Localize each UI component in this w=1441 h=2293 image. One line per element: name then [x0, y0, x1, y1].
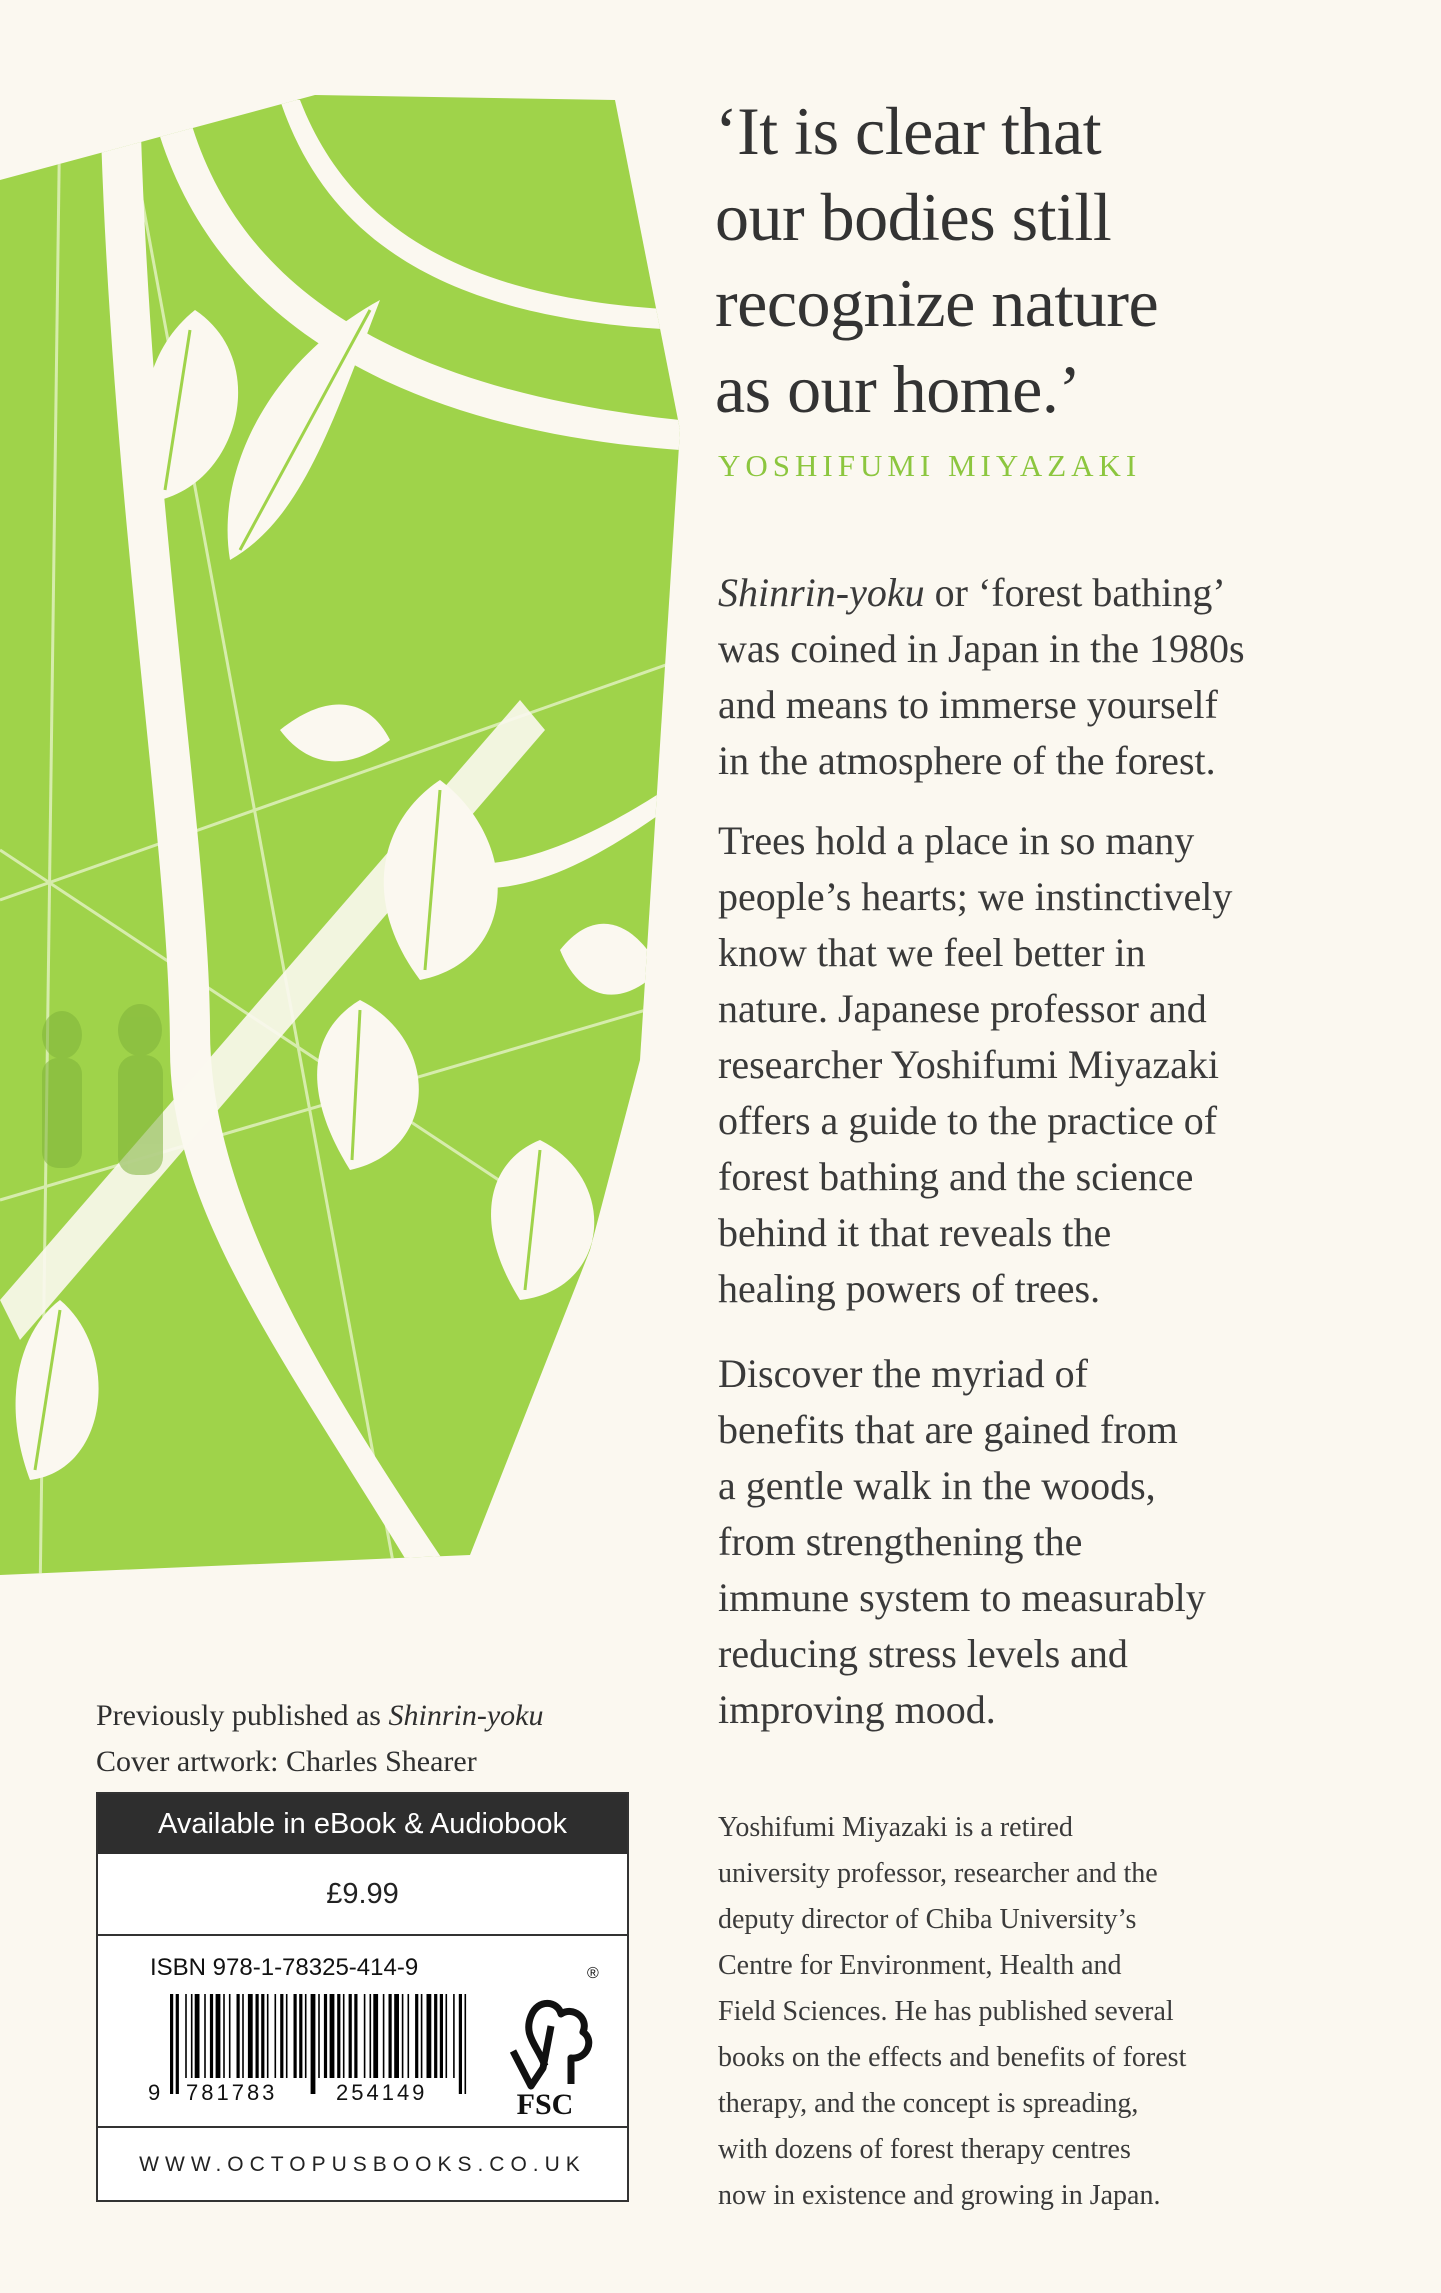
blurb-line: behind it that reveals the [718, 1210, 1112, 1255]
barcode-bar [191, 1994, 193, 2078]
barcode-bar [446, 1994, 448, 2078]
blurb-line: improving mood. [718, 1687, 996, 1732]
barcode-bar [280, 1994, 283, 2078]
barcode-bar [373, 1994, 378, 2078]
barcode [146, 1994, 476, 2104]
blurb-line: Discover the myriad of [718, 1351, 1088, 1396]
blurb-line: and means to immerse yourself [718, 682, 1218, 727]
barcode-bar [349, 1994, 352, 2078]
quote-line: ‘It is clear that [715, 93, 1102, 169]
bio-line: now in existence and growing in Japan. [718, 2180, 1161, 2211]
barcode-bar [370, 1994, 372, 2078]
cover-artwork-credit: Cover artwork: Charles Shearer [96, 1745, 477, 1778]
barcode-bar [223, 1994, 225, 2078]
barcode-bar [402, 1994, 404, 2078]
quote-line: as our home.’ [715, 351, 1081, 427]
barcode-bar [216, 1994, 221, 2078]
barcode-bar [324, 1994, 327, 2078]
barcode-bar [267, 1994, 269, 2078]
bio-line: deputy director of Chiba University’s [718, 1904, 1137, 1935]
blurb-line: know that we feel better in [718, 930, 1146, 975]
quote-author: YOSHIFUMI MIYAZAKI [718, 448, 1142, 483]
blurb-line: researcher Yoshifumi Miyazaki [718, 1042, 1219, 1087]
barcode-box [96, 1792, 629, 2202]
isbn-section [98, 1936, 627, 2128]
quote-line: our bodies still [715, 179, 1112, 255]
barcode-bar [275, 1994, 277, 2078]
barcode-bar [394, 1994, 399, 2078]
blurb-line: offers a guide to the practice of [718, 1098, 1218, 1143]
blurb-line: in the atmosphere of the forest. [718, 738, 1216, 783]
barcode-bar [343, 1994, 345, 2078]
barcode-bar [299, 1994, 302, 2078]
barcode-bar [408, 1994, 410, 2078]
barcode-bar [229, 1994, 231, 2078]
book-title-italic: Shinrin-yoku [718, 570, 925, 615]
fsc-label: FSC [516, 2088, 574, 2121]
bio-line: therapy, and the concept is spreading, [718, 2088, 1139, 2119]
price: £9.99 [98, 1854, 627, 1936]
bio-line: books on the effects and benefits of forest [718, 2042, 1187, 2073]
blurb-line: was coined in Japan in the 1980s [718, 626, 1245, 671]
blurb-line: healing powers of trees. [718, 1266, 1101, 1311]
barcode-bar [294, 1994, 297, 2078]
cover-artwork [0, 0, 680, 1620]
barcode-bar [330, 1994, 335, 2078]
barcode-bar [318, 1994, 320, 2078]
blurb-line: immune system to measurably [718, 1575, 1206, 1620]
barcode-bar [286, 1994, 288, 2078]
quote-line: recognize nature [715, 265, 1159, 341]
barcode-bar [248, 1994, 253, 2078]
blurb-paragraph-1 [718, 565, 1358, 789]
bio-line: with dozens of forest therapy centres [718, 2134, 1131, 2165]
barcode-bar [305, 1994, 307, 2078]
barcode-digits-left: 781783 [186, 2080, 278, 2104]
barcode-bar [364, 1994, 366, 2078]
bio-line: Yoshifumi Miyazaki is a retired [718, 1812, 1073, 1843]
blurb-paragraph-3 [718, 1346, 1358, 1738]
fsc-logo [483, 1956, 603, 2121]
barcode-bar [261, 1994, 264, 2078]
barcode-bar [389, 1994, 392, 2078]
barcode-bar [185, 1994, 187, 2078]
barcode-bar [453, 1994, 455, 2078]
previous-title: Shinrin-yoku [388, 1699, 544, 1732]
barcode-bar [337, 1994, 340, 2078]
publisher-url: WWW.OCTOPUSBOOKS.CO.UK [139, 2153, 586, 2176]
author-bio [718, 1805, 1338, 2219]
previously-published: Previously published as Shinrin-yoku [96, 1699, 544, 1732]
blurb-line: Trees hold a place in so many [718, 818, 1195, 863]
barcode-bar [242, 1994, 244, 2078]
barcode-bar [440, 1994, 443, 2078]
barcode-bar [434, 1994, 437, 2078]
barcode-bar [415, 1994, 418, 2078]
barcode-bar [256, 1994, 259, 2078]
barcode-bar [427, 1994, 432, 2078]
barcode-bar [421, 1994, 423, 2078]
bio-line: Field Sciences. He has published several [718, 1996, 1174, 2027]
barcode-bar [204, 1994, 206, 2078]
registered-mark: ® [587, 1965, 599, 1982]
blurb-line: Shinrin-yoku or ‘forest bathing’ [718, 570, 1226, 615]
blurb-line: reducing stress levels and [718, 1631, 1128, 1676]
barcode-digits-right: 254149 [336, 2080, 428, 2104]
availability-banner: Available in eBook & Audiobook [98, 1794, 627, 1854]
barcode-digit-prefix: 9 [148, 2080, 161, 2104]
pull-quote [715, 88, 1375, 432]
barcode-bar [237, 1994, 240, 2078]
blurb-paragraph-2 [718, 813, 1358, 1317]
blurb-line: nature. Japanese professor and [718, 986, 1207, 1031]
blurb-line: people’s hearts; we instinctively [718, 874, 1233, 919]
barcode-bar [195, 1994, 200, 2078]
bio-line: university professor, researcher and the [718, 1858, 1158, 1889]
credits [96, 1693, 543, 1785]
blurb-line: benefits that are gained from [718, 1407, 1178, 1452]
barcode-bar [383, 1994, 385, 2078]
barcode-bar [210, 1994, 213, 2078]
blurb-line: a gentle walk in the woods, [718, 1463, 1156, 1508]
blurb-line: from strengthening the [718, 1519, 1083, 1564]
bio-line: Centre for Environment, Health and [718, 1950, 1122, 1981]
isbn-number: ISBN 978-1-78325-414-9 [150, 1954, 419, 1981]
blurb-line: forest bathing and the science [718, 1154, 1194, 1199]
barcode-bar [354, 1994, 357, 2078]
